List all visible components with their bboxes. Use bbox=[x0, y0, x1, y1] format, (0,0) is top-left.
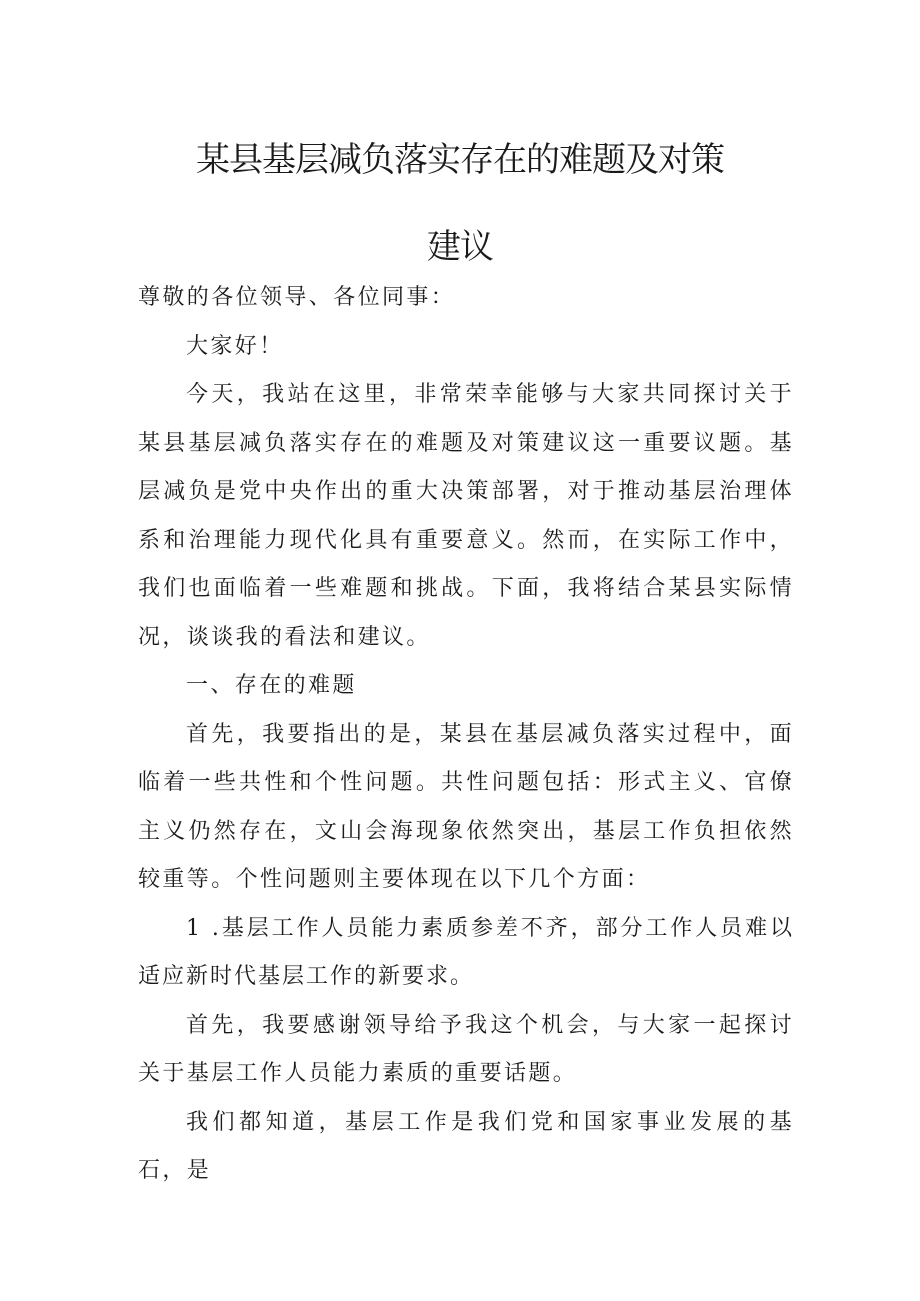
greeting: 大家好！ bbox=[186, 333, 284, 359]
document-title-line-2: 建议 bbox=[427, 227, 493, 267]
list-item: 1 .基层工作人员能力素质参差不齐，部分工作人员难以适应新时代基层工作的新要求。 bbox=[138, 915, 794, 989]
document-title-line-1: 某县基层减负落实存在的难题及对策 bbox=[196, 140, 724, 180]
document-body bbox=[138, 274, 794, 1196]
section-paragraph: 首先，我要指出的是，某县在基层减负落实过程中，面临着一些共性和个性问题。共性问题包括：形式主义、官僚主义仍然存在，文山会海现象依然突出，基层工作负担依然较重等。个性问题则主要体现在以下几个方面： bbox=[138, 721, 794, 892]
salutation: 尊敬的各位领导、各位同事： bbox=[138, 285, 456, 310]
paragraph: 我们都知道，基层工作是我们党和国家事业发展的基石，是 bbox=[138, 1109, 794, 1183]
section-heading: 一、存在的难题 bbox=[186, 673, 357, 698]
intro-paragraph: 今天，我站在这里，非常荣幸能够与大家共同探讨关于某县基层减负落实存在的难题及对策建议这一重要议题。基层减负是党中央作出的重大决策部署，对于推动基层治理体系和治理能力现代化具有重要意义。然而，在实际工作中，我们也面临着一些难题和挑战。下面，我将结合某县实际情况，谈谈我的看法和建议。 bbox=[138, 382, 794, 650]
paragraph: 首先，我要感谢领导给予我这个机会，与大家一起探讨关于基层工作人员能力素质的重要话题。 bbox=[138, 1012, 794, 1086]
